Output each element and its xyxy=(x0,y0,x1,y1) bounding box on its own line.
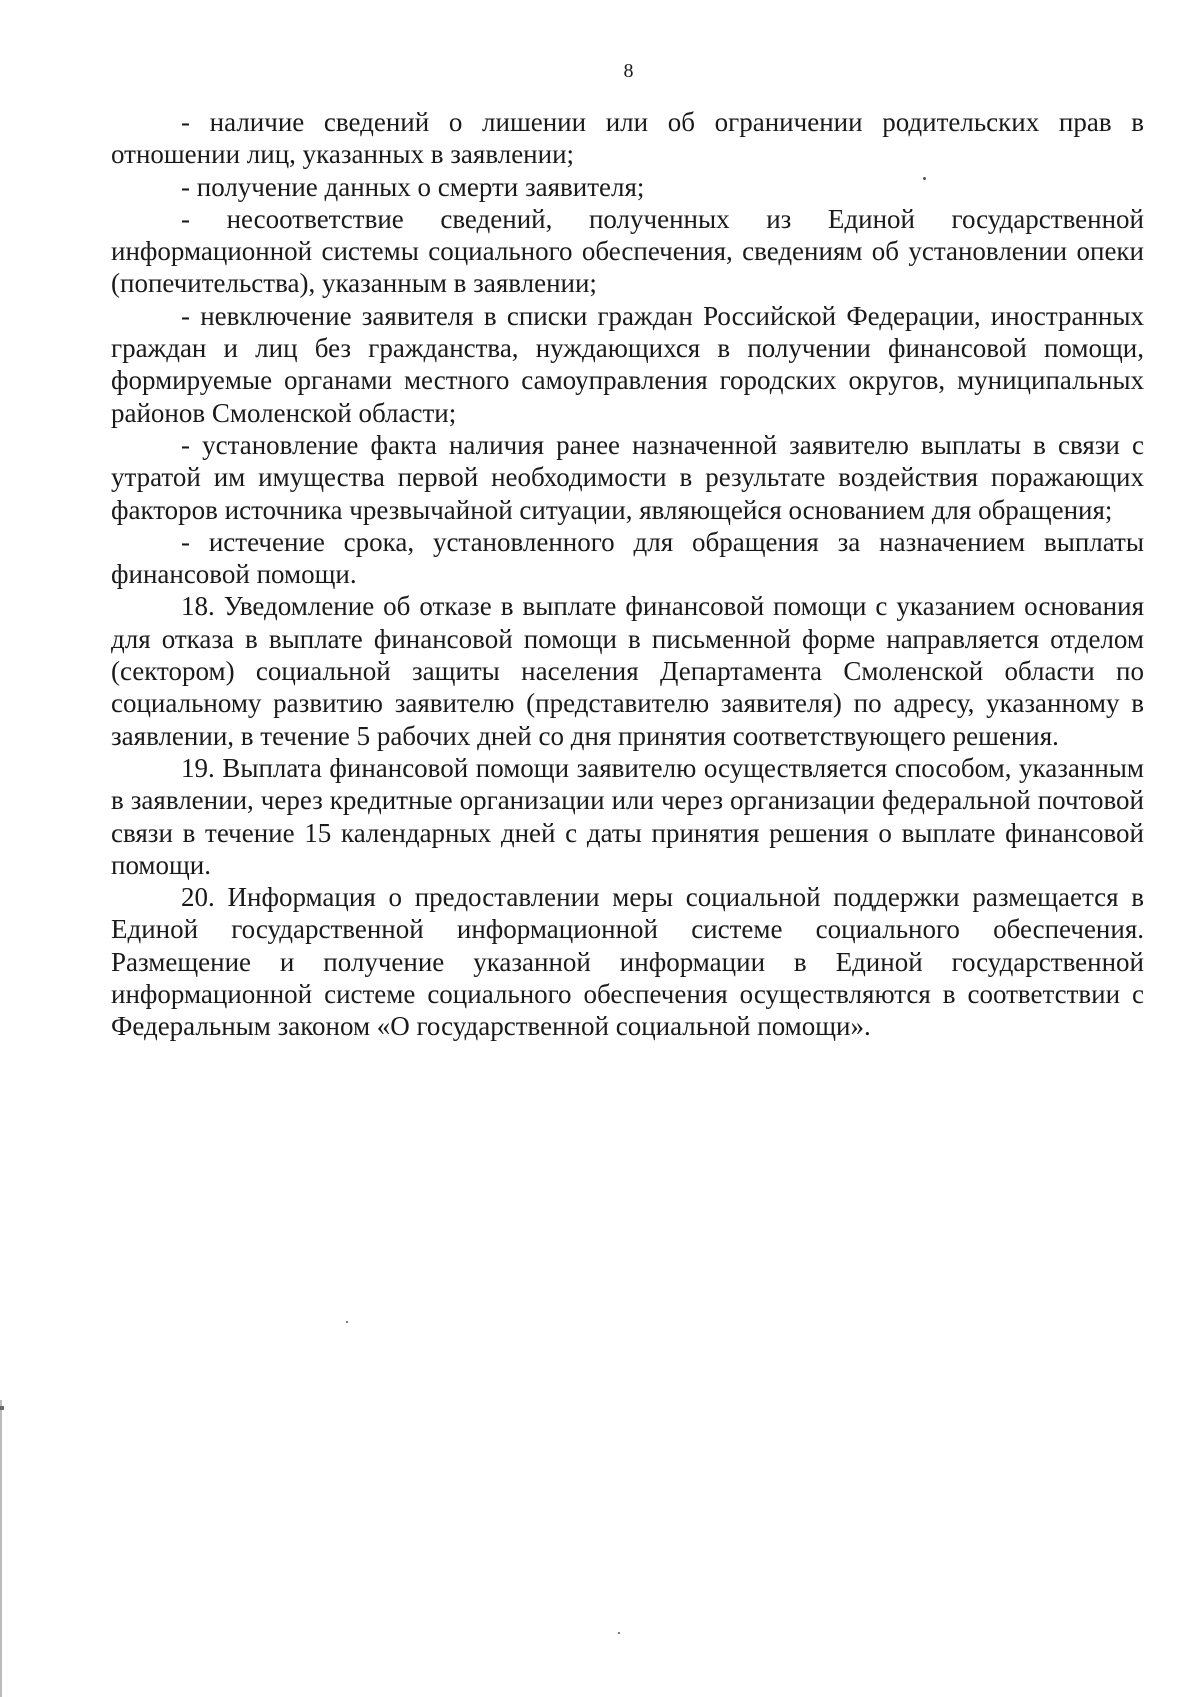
scan-speck xyxy=(346,1321,348,1323)
page-number: 8 xyxy=(623,60,634,82)
paragraph-deprivation-of-parental-rights: - наличие сведений о лишении или об ограничении родительских прав в отношении лиц, указанных в заявлении; xyxy=(111,107,1144,170)
paragraph-death-of-applicant: - получение данных о смерти заявителя; xyxy=(181,171,645,202)
paragraph-item-19: 19. Выплата финансовой помощи заявителю осуществляется способом, указанным в заявлении, через кредитные организации или через организации федеральной почтовой связи в течение 15 календарных дней с даты принятия решения о выплате финансовой помощи. xyxy=(111,752,1144,880)
paragraph-not-included-in-lists: - невключение заявителя в списки граждан Российской Федерации, иностранных граждан и лиц без гражданства, нуждающихся в получении финансовой помощи, формируемые органами местного самоуправления городских округов, муниципальных районов Смоленской области; xyxy=(111,300,1144,428)
scan-speck xyxy=(618,1632,620,1634)
paragraph-item-18: 18. Уведомление об отказе в выплате финансовой помощи с указанием основания для отказа в выплате финансовой помощи в письменной форме направляется отделом (сектором) социальной защиты населения Департамента Смоленской области по социальному развитию заявителю (представителю заявителя) по адресу, указанному в заявлении, в течение 5 рабочих дней со дня принятия соответствующего решения. xyxy=(111,591,1144,751)
scan-edge-mark xyxy=(0,1406,4,1410)
scan-speck xyxy=(923,177,926,180)
paragraph-guardianship-mismatch: - несоответствие сведений, полученных из Единой государственной информационной системы социального обеспечения, сведениям об установлении опеки (попечительства), указанным в заявлении; xyxy=(111,203,1144,299)
paragraph-item-20: 20. Информация о предоставлении меры социальной поддержки размещается в Единой государственной информационной системе социального обеспечения. Размещение и получение указанной информации в Единой государственной информационной системе социального обеспечения осуществляются в соответствии с Федеральным законом «О государственной социальной помощи». xyxy=(111,882,1144,1042)
paragraph-previous-payment: - установление факта наличия ранее назначенной заявителю выплаты в связи с утратой им имущества первой необходимости в результате воздействия поражающих факторов источника чрезвычайной ситуации, являющейся основанием для обращения; xyxy=(111,429,1144,525)
scan-edge-mark xyxy=(0,1400,2,1697)
document-body xyxy=(111,106,1144,1043)
paragraph-deadline-expired: - истечение срока, установленного для обращения за назначением выплаты финансовой помощи. xyxy=(111,526,1144,590)
